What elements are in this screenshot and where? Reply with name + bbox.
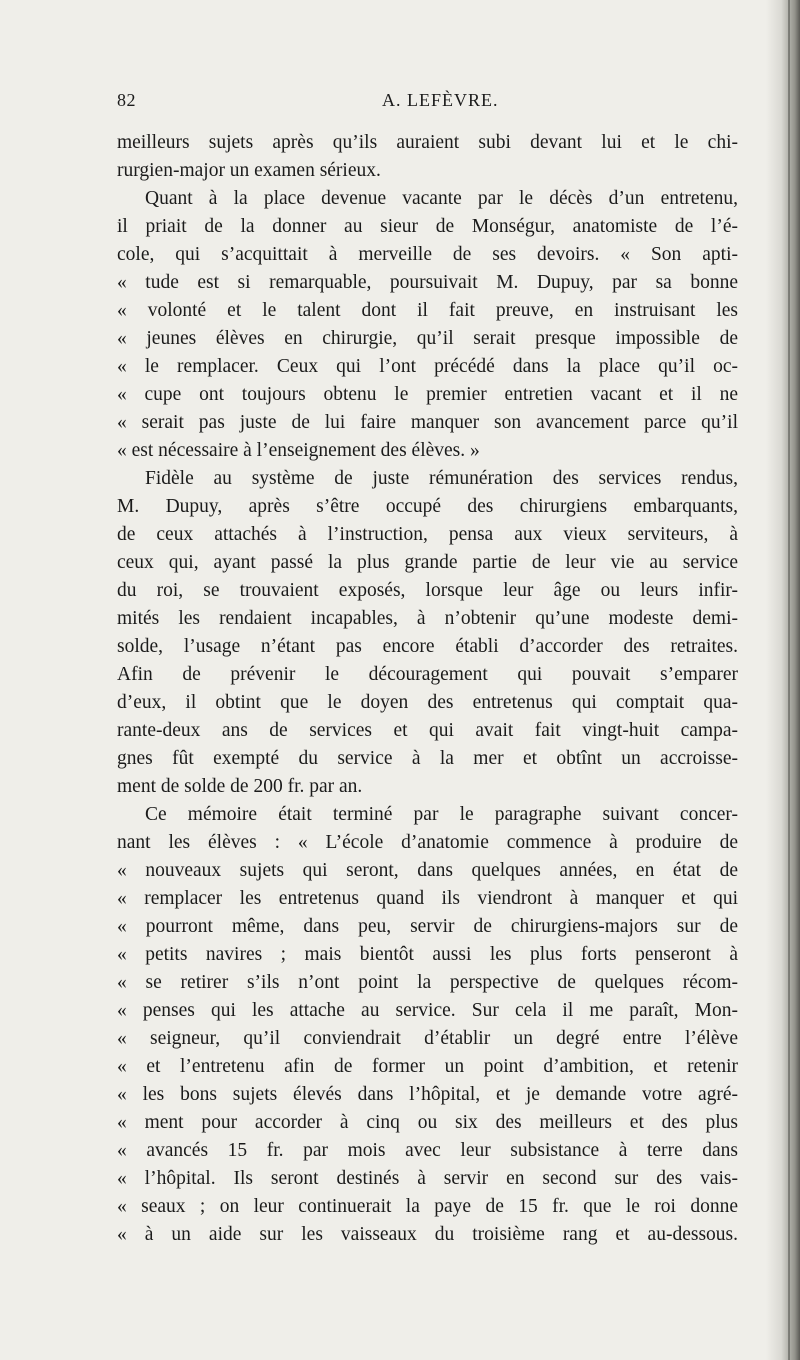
text-line: « l’hôpital. Ils seront destinés à servir en second sur des vais- — [117, 1168, 738, 1189]
text-line: « se retirer s’ils n’ont point la perspective de quelques récom- — [117, 972, 738, 993]
text-line: mités les rendaient incapables, à n’obtenir qu’une modeste demi- — [117, 608, 738, 629]
text-line: « et l’entretenu afin de former un point d’ambition, et retenir — [117, 1056, 738, 1077]
body-text — [117, 129, 738, 1249]
text-line: « cupe ont toujours obtenu le premier entretien vacant et il ne — [117, 384, 738, 405]
text-line: « tude est si remarquable, poursuivait M. Dupuy, par sa bonne — [117, 272, 738, 293]
text-line: de ceux attachés à l’instruction, pensa aux vieux serviteurs, à — [117, 524, 738, 545]
text-line: « les bons sujets élevés dans l’hôpital, et je demande votre agré- — [117, 1084, 738, 1105]
page-header — [117, 90, 737, 114]
text-line: du roi, se trouvaient exposés, lorsque leur âge ou leurs infir- — [117, 580, 738, 601]
text-line: rante-deux ans de services et qui avait fait vingt-huit campa- — [117, 720, 738, 741]
page-edge-shadow — [766, 0, 800, 1360]
running-head: A. LEFÈVRE. — [382, 90, 499, 110]
text-line: « est nécessaire à l’enseignement des élèves. » — [117, 440, 480, 461]
text-line: « serait pas juste de lui faire manquer son avancement parce qu’il — [117, 412, 738, 433]
text-line: Quant à la place devenue vacante par le décès d’un entretenu, — [145, 188, 738, 209]
text-line: « jeunes élèves en chirurgie, qu’il serait presque impossible de — [117, 328, 738, 349]
text-line: ment de solde de 200 fr. par an. — [117, 776, 363, 797]
text-line: Afin de prévenir le découragement qui pouvait s’emparer — [117, 664, 738, 685]
text-line: nant les élèves : « L’école d’anatomie commence à produire de — [117, 832, 738, 853]
text-line: « avancés 15 fr. par mois avec leur subsistance à terre dans — [117, 1140, 738, 1161]
text-line: Ce mémoire était terminé par le paragraphe suivant concer- — [145, 804, 738, 825]
text-line: il priait de la donner au sieur de Monségur, anatomiste de l’é- — [117, 216, 738, 237]
text-line: solde, l’usage n’étant pas encore établi d’accorder des retraites. — [117, 636, 738, 657]
text-line: Fidèle au système de juste rémunération des services rendus, — [145, 468, 738, 489]
text-line: meilleurs sujets après qu’ils auraient subi devant lui et le chi- — [117, 132, 738, 153]
text-line: « seaux ; on leur continuerait la paye de 15 fr. que le roi donne — [117, 1196, 738, 1217]
text-line: gnes fût exempté du service à la mer et obtînt un accroisse- — [117, 748, 738, 769]
text-line: rurgien-major un examen sérieux. — [117, 160, 381, 181]
text-line: « remplacer les entretenus quand ils viendront à manquer et qui — [117, 888, 738, 909]
page-edge-line — [788, 0, 790, 1360]
text-line: « à un aide sur les vaisseaux du troisième rang et au-dessous. — [117, 1224, 738, 1245]
text-line: d’eux, il obtint que le doyen des entretenus qui comptait qua- — [117, 692, 738, 713]
text-line: « nouveaux sujets qui seront, dans quelques années, en état de — [117, 860, 738, 881]
text-line: « pourront même, dans peu, servir de chirurgiens-majors sur de — [117, 916, 738, 937]
page-number: 82 — [117, 90, 136, 110]
text-line: M. Dupuy, après s’être occupé des chirurgiens embarquants, — [117, 496, 738, 517]
text-line: ceux qui, ayant passé la plus grande partie de leur vie au service — [117, 552, 738, 573]
text-line: « le remplacer. Ceux qui l’ont précédé dans la place qu’il oc- — [117, 356, 738, 377]
text-line: « volonté et le talent dont il fait preuve, en instruisant les — [117, 300, 738, 321]
text-line: « penses qui les attache au service. Sur cela il me paraît, Mon- — [117, 1000, 738, 1021]
text-line: « petits navires ; mais bientôt aussi les plus forts penseront à — [117, 944, 738, 965]
text-line: « seigneur, qu’il conviendrait d’établir un degré entre l’élève — [117, 1028, 738, 1049]
text-line: cole, qui s’acquittait à merveille de ses devoirs. « Son apti- — [117, 244, 738, 265]
text-line: « ment pour accorder à cinq ou six des meilleurs et des plus — [117, 1112, 738, 1133]
